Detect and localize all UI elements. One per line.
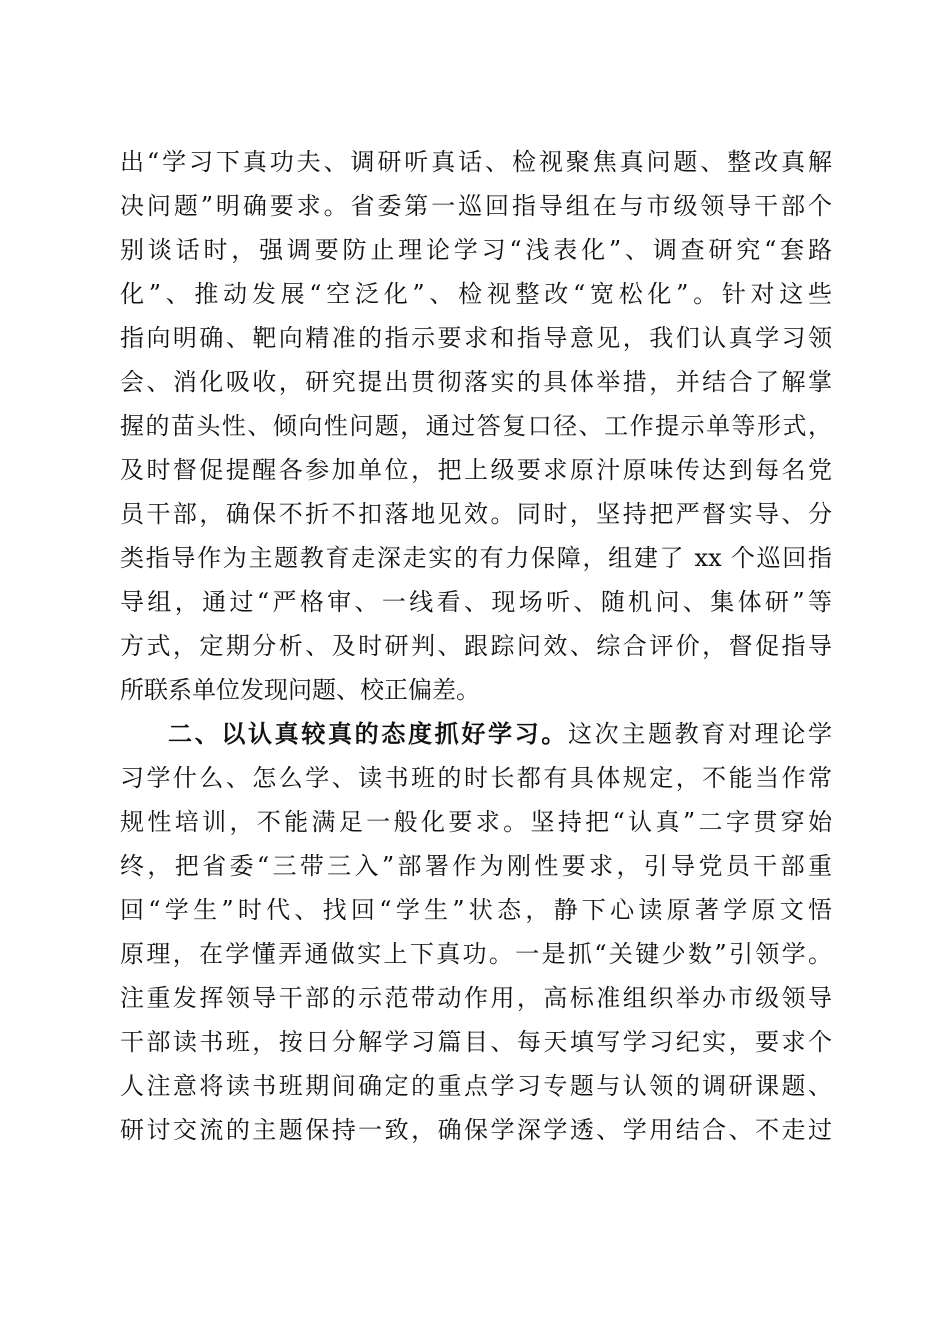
paragraph-1-line-2: 决问题”明确要求。省委第一巡回指导组在与市级领导干部个 <box>120 192 832 220</box>
paragraph-2-line-4: 终，把省委“三带三入”部署作为刚性要求，引导党员干部重 <box>120 852 832 880</box>
paragraph-2-line-3: 规性培训，不能满足一般化要求。坚持把“认真”二字贯穿始 <box>120 808 832 836</box>
paragraph-2-line-1-rest: 这次主题教育对理论学 <box>568 720 832 748</box>
paragraph-1-line-4: 化”、推动发展“空泛化”、检视整改“宽松化”。针对这些 <box>120 280 832 308</box>
paragraph-2-line-9: 人注意将读书班期间确定的重点学习专题与认领的调研课题、 <box>120 1072 832 1100</box>
paragraph-1-line-7: 握的苗头性、倾向性问题，通过答复口径、工作提示单等形式， <box>120 412 832 440</box>
paragraph-1 <box>120 140 832 712</box>
section-heading: 二、以认真较真的态度抓好学习。 <box>168 720 568 748</box>
paragraph-1-line-12: 方式，定期分析、及时研判、跟踪问效、综合评价，督促指导 <box>120 632 832 660</box>
paragraph-1-line-11: 导组，通过“严格审、一线看、现场听、随机问、集体研”等 <box>120 588 832 616</box>
paragraph-2-line-5: 回“学生”时代、找回“学生”状态，静下心读原著学原文悟 <box>120 896 832 924</box>
paragraph-2-line-6: 原理，在学懂弄通做实上下真功。一是抓“关键少数”引领学。 <box>120 940 832 968</box>
paragraph-1-line-10: 类指导作为主题教育走深走实的有力保障，组建了 xx 个巡回指 <box>120 544 832 572</box>
paragraph-1-line-3: 别谈话时，强调要防止理论学习“浅表化”、调查研究“套路 <box>120 236 832 264</box>
paragraph-1-line-9: 员干部，确保不折不扣落地见效。同时，坚持把严督实导、分 <box>120 500 832 528</box>
paragraph-1-line-13: 所联系单位发现问题、校正偏差。 <box>120 676 480 704</box>
paragraph-2-line-10: 研讨交流的主题保持一致，确保学深学透、学用结合、不走过 <box>120 1116 832 1144</box>
paragraph-2 <box>120 712 832 1152</box>
paragraph-1-line-8: 及时督促提醒各参加单位，把上级要求原汁原味传达到每名党 <box>120 456 832 484</box>
paragraph-2-line-1 <box>120 712 832 756</box>
paragraph-2-line-8: 干部读书班，按日分解学习篇目、每天填写学习纪实，要求个 <box>120 1028 832 1056</box>
paragraph-2-line-2: 习学什么、怎么学、读书班的时长都有具体规定，不能当作常 <box>120 764 832 792</box>
paragraph-1-line-6: 会、消化吸收，研究提出贯彻落实的具体举措，并结合了解掌 <box>120 368 832 396</box>
paragraph-2-line-7: 注重发挥领导干部的示范带动作用，高标准组织举办市级领导 <box>120 984 832 1012</box>
paragraph-1-line-1: 出“学习下真功夫、调研听真话、检视聚焦真问题、整改真解 <box>120 148 832 176</box>
paragraph-1-line-5: 指向明确、靶向精准的指示要求和指导意见，我们认真学习领 <box>120 324 832 352</box>
